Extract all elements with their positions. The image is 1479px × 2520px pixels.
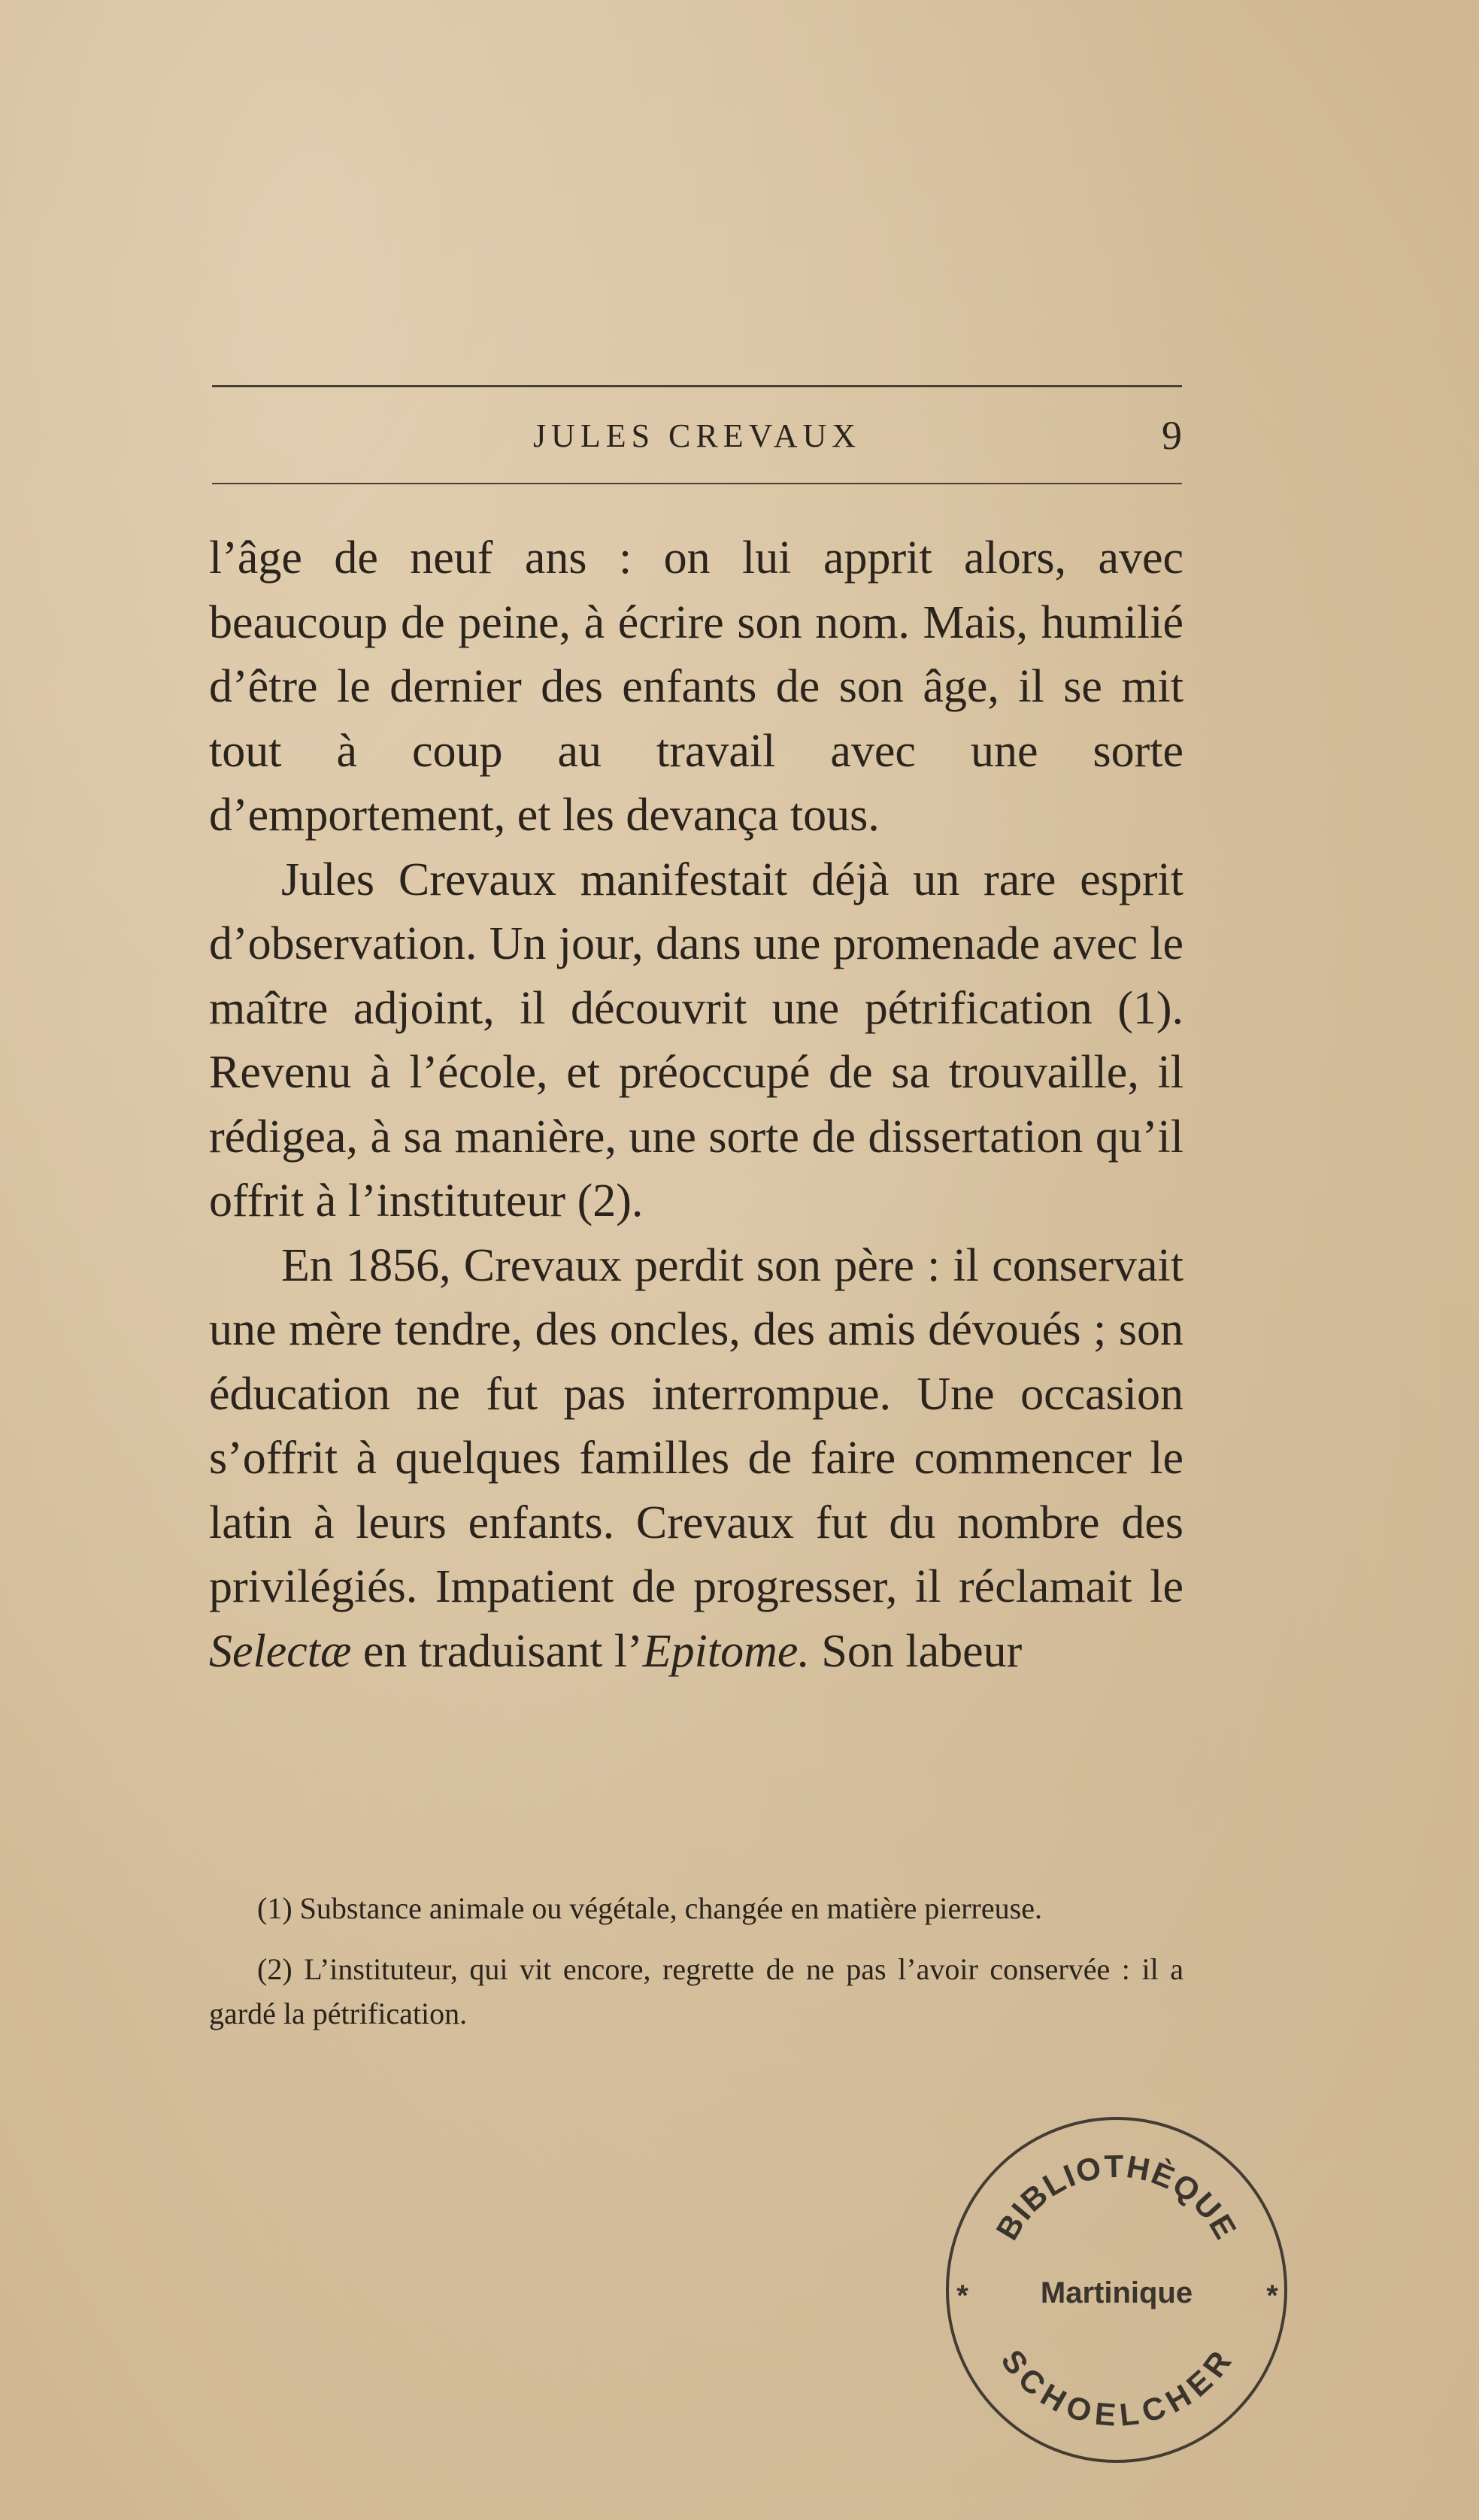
paragraph-3-text-a: En 1856, Crevaux perdit son père : il conservait une mère tendre, des oncles, des amis dévoués ; son éducation ne fut pas interrompue. Une occasion s’offrit à quelques familles de faire commencer le latin à leurs enfants. Crevaux fut du nombre des privilégiés. Impatient de progresser, il réclamait le [209, 1239, 1184, 1612]
stamp-bottom-text: SCHOELCHER [994, 2343, 1239, 2433]
library-stamp [932, 2106, 1301, 2474]
header-rule-bottom [212, 483, 1182, 484]
epitome-title: Epitome. [642, 1625, 810, 1677]
stamp-star-right: * [1266, 2279, 1278, 2312]
selectae-title: Selectæ [209, 1625, 352, 1677]
paragraph-2: Jules Crevaux manifestait déjà un rare esprit d’observation. Un jour, dans une promenade avec le maître adjoint, il découvrit une pétrification (1). Revenu à l’école, et préoccupé de sa trouvaille, il rédigea, à sa manière, une sorte de dissertation qu’il offrit à l’instituteur (2). [209, 854, 1184, 1227]
footnote-2: (2) L’instituteur, qui vit encore, regrette de ne pas l’avoir conservée : il a gardé la pétrification. [209, 1952, 1184, 2030]
footnotes [209, 1886, 1184, 2052]
footnote-1: (1) Substance animale ou végétale, changée en matière pierreuse. [257, 1891, 1042, 1925]
main-text [209, 526, 1184, 1684]
stamp-top-text: BIBLIOTHÈQUE [989, 2148, 1244, 2246]
running-head [212, 412, 1182, 465]
page-number: 9 [1162, 413, 1182, 458]
stamp-star-left: * [956, 2279, 968, 2312]
paragraph-3-text-b: en traduisant l’ [362, 1625, 643, 1677]
stamp-center-text: Martinique [1040, 2276, 1193, 2309]
running-title: JULES CREVAUX [532, 417, 862, 454]
paragraph-3-text-c: Son labeur [821, 1625, 1023, 1677]
paragraph-1: l’âge de neuf ans : on lui apprit alors, avec beaucoup de peine, à écrire son nom. Mais, humilié d’être le dernier des enfants de son âge, il se mit tout à coup au travail avec une sorte d’emportement, et les devança tous. [209, 532, 1184, 841]
paragraph-3 [209, 1234, 1184, 1685]
header-rule-top [212, 385, 1182, 387]
